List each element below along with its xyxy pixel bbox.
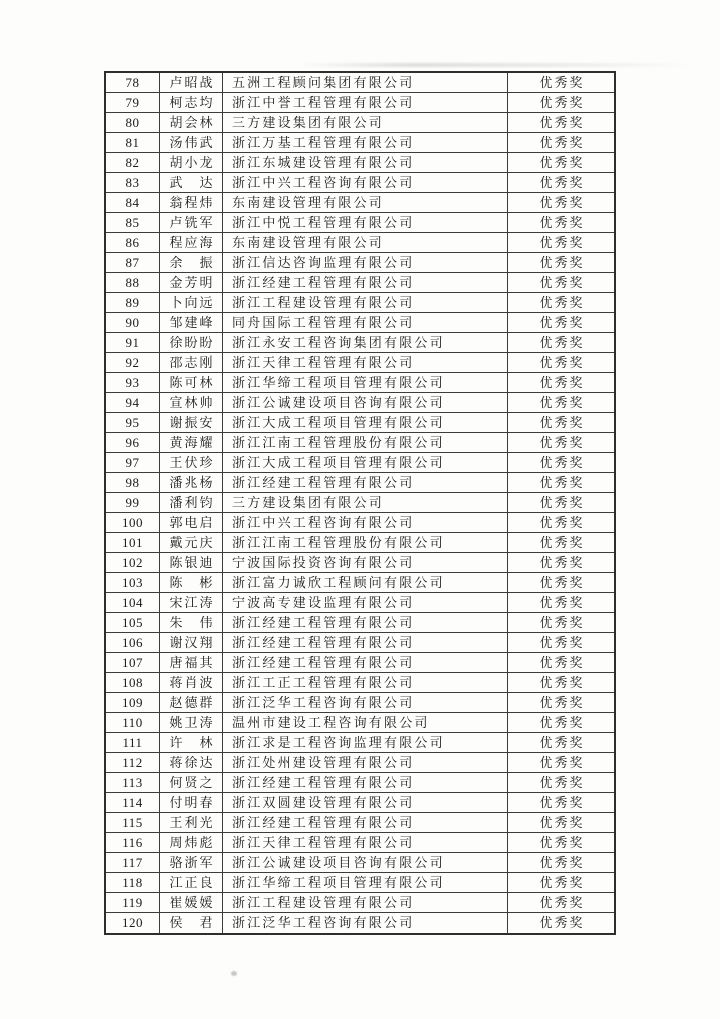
table-row — [106, 773, 614, 793]
table-row — [106, 173, 614, 193]
table-row — [106, 453, 614, 473]
award-cell: 优秀奖 — [508, 73, 614, 93]
person-name-cell: 邵志刚 — [160, 353, 223, 373]
row-number-cell: 83 — [106, 173, 160, 193]
person-name-cell: 蒋肖波 — [160, 673, 223, 693]
award-cell: 优秀奖 — [508, 873, 614, 893]
company-name-cell: 浙江华缔工程项目管理有限公司 — [223, 873, 508, 893]
person-name-cell: 侯 君 — [160, 913, 223, 933]
company-name-cell: 浙江经建工程管理有限公司 — [223, 633, 508, 653]
row-number-cell: 98 — [106, 473, 160, 493]
award-cell: 优秀奖 — [508, 753, 614, 773]
award-cell: 优秀奖 — [508, 453, 614, 473]
table-row — [106, 293, 614, 313]
person-name-cell: 谢汉翔 — [160, 633, 223, 653]
award-cell: 优秀奖 — [508, 593, 614, 613]
person-name-cell: 赵德群 — [160, 693, 223, 713]
row-number-cell: 112 — [106, 753, 160, 773]
company-name-cell: 浙江东城建设管理有限公司 — [223, 153, 508, 173]
company-name-cell: 浙江公诚建设项目咨询有限公司 — [223, 393, 508, 413]
table-row — [106, 413, 614, 433]
row-number-cell: 120 — [106, 913, 160, 933]
company-name-cell: 浙江中誉工程管理有限公司 — [223, 93, 508, 113]
table-row — [106, 693, 614, 713]
person-name-cell: 汤伟武 — [160, 133, 223, 153]
award-cell: 优秀奖 — [508, 313, 614, 333]
table-row — [106, 853, 614, 873]
company-name-cell: 浙江工程建设管理有限公司 — [223, 293, 508, 313]
award-cell: 优秀奖 — [508, 433, 614, 453]
company-name-cell: 浙江中悦工程管理有限公司 — [223, 213, 508, 233]
row-number-cell: 80 — [106, 113, 160, 133]
award-cell: 优秀奖 — [508, 353, 614, 373]
person-name-cell: 陈可林 — [160, 373, 223, 393]
award-cell: 优秀奖 — [508, 553, 614, 573]
award-cell: 优秀奖 — [508, 253, 614, 273]
person-name-cell: 蒋徐达 — [160, 753, 223, 773]
table-row — [106, 473, 614, 493]
table-row — [106, 153, 614, 173]
row-number-cell: 96 — [106, 433, 160, 453]
table-row — [106, 913, 614, 933]
person-name-cell: 卢昭战 — [160, 73, 223, 93]
award-cell: 优秀奖 — [508, 573, 614, 593]
company-name-cell: 浙江公诚建设项目咨询有限公司 — [223, 853, 508, 873]
table-row — [106, 333, 614, 353]
row-number-cell: 92 — [106, 353, 160, 373]
company-name-cell: 浙江经建工程管理有限公司 — [223, 773, 508, 793]
scan-smudge-artifact — [295, 63, 695, 67]
award-cell: 优秀奖 — [539, 915, 585, 930]
person-name-cell: 王伏珍 — [160, 453, 223, 473]
award-cell: 优秀奖 — [508, 153, 614, 173]
row-number-cell: 114 — [106, 793, 160, 813]
person-name-cell: 武 达 — [160, 173, 223, 193]
award-cell: 优秀奖 — [508, 293, 614, 313]
company-name-cell: 浙江泛华工程咨询有限公司 — [223, 693, 508, 713]
row-number-cell: 113 — [106, 773, 160, 793]
company-name-cell: 浙江中兴工程咨询有限公司 — [223, 513, 508, 533]
company-name-cell: 浙江经建工程管理有限公司 — [223, 813, 508, 833]
row-number-cell: 103 — [106, 573, 160, 593]
company-name-cell: 浙江经建工程管理有限公司 — [223, 473, 508, 493]
award-cell: 优秀奖 — [508, 773, 614, 793]
row-number-cell: 102 — [106, 553, 160, 573]
table-row — [106, 713, 614, 733]
person-name-cell: 卢铣军 — [160, 213, 223, 233]
person-name-cell: 周炜彪 — [160, 833, 223, 853]
award-cell: 优秀奖 — [508, 133, 614, 153]
award-cell: 优秀奖 — [508, 493, 614, 513]
person-name-cell: 宋江涛 — [160, 593, 223, 613]
scan-dot-artifact — [231, 971, 237, 976]
table-row — [106, 273, 614, 293]
row-number-cell: 84 — [106, 193, 160, 213]
row-number-cell: 91 — [106, 333, 160, 353]
row-number-cell: 100 — [106, 513, 160, 533]
table-row — [106, 593, 614, 613]
award-cell: 优秀奖 — [508, 273, 614, 293]
table-row — [106, 673, 614, 693]
table-row — [106, 93, 614, 113]
award-cell: 优秀奖 — [508, 853, 614, 873]
company-name-cell: 浙江富力诚欣工程顾问有限公司 — [223, 573, 508, 593]
award-cell: 优秀奖 — [508, 173, 614, 193]
person-name-cell: 柯志均 — [160, 93, 223, 113]
row-number-cell: 119 — [106, 893, 160, 913]
person-name-cell: 胡会林 — [160, 113, 223, 133]
award-cell: 优秀奖 — [508, 633, 614, 653]
row-number-cell: 118 — [106, 873, 160, 893]
table-row — [106, 613, 614, 633]
person-name-cell: 卜向远 — [160, 293, 223, 313]
person-name-cell: 谢振安 — [160, 413, 223, 433]
person-name-cell: 宣林帅 — [160, 393, 223, 413]
award-cell: 优秀奖 — [508, 673, 614, 693]
award-cell: 优秀奖 — [508, 413, 614, 433]
table-row — [106, 553, 614, 573]
table-row — [106, 873, 614, 893]
table-row — [106, 753, 614, 773]
company-name-cell: 浙江双圆建设管理有限公司 — [223, 793, 508, 813]
table-row — [106, 193, 614, 213]
row-number-cell: 82 — [106, 153, 160, 173]
company-name-cell: 温州市建设工程咨询有限公司 — [223, 713, 508, 733]
table-row — [106, 253, 614, 273]
award-cell: 优秀奖 — [508, 793, 614, 813]
person-name-cell: 唐福其 — [160, 653, 223, 673]
award-cell: 优秀奖 — [508, 373, 614, 393]
person-name-cell: 王利光 — [160, 813, 223, 833]
award-cell: 优秀奖 — [508, 213, 614, 233]
row-number-cell: 104 — [106, 593, 160, 613]
company-name-cell: 浙江江南工程管理股份有限公司 — [223, 433, 508, 453]
row-number-cell: 81 — [106, 133, 160, 153]
table-row — [106, 73, 614, 93]
row-number-cell: 97 — [106, 453, 160, 473]
row-number-cell: 107 — [106, 653, 160, 673]
table-row — [106, 433, 614, 453]
table-row — [106, 573, 614, 593]
award-cell: 优秀奖 — [508, 333, 614, 353]
company-name-cell: 浙江华缔工程项目管理有限公司 — [223, 373, 508, 393]
company-name-cell: 浙江工程建设管理有限公司 — [223, 893, 508, 913]
row-number-cell: 99 — [106, 493, 160, 513]
award-cell: 优秀奖 — [508, 513, 614, 533]
company-name-cell: 浙江求是工程咨询监理有限公司 — [223, 733, 508, 753]
person-name-cell: 胡小龙 — [160, 153, 223, 173]
person-name-cell: 邹建峰 — [160, 313, 223, 333]
company-name-cell: 浙江中兴工程咨询有限公司 — [223, 173, 508, 193]
company-name-cell: 浙江经建工程管理有限公司 — [223, 273, 508, 293]
row-number-cell: 89 — [106, 293, 160, 313]
company-name-cell: 浙江天律工程管理有限公司 — [223, 833, 508, 853]
row-number-cell: 78 — [106, 73, 160, 93]
award-cell: 优秀奖 — [508, 113, 614, 133]
award-cell: 优秀奖 — [508, 733, 614, 753]
table-row — [106, 633, 614, 653]
company-name-cell: 浙江万基工程管理有限公司 — [223, 133, 508, 153]
company-name-cell: 浙江经建工程管理有限公司 — [223, 613, 508, 633]
person-name-cell: 何贤之 — [160, 773, 223, 793]
table-row — [106, 133, 614, 153]
award-winners-table — [104, 71, 616, 935]
table-row — [106, 513, 614, 533]
table-row — [106, 893, 614, 913]
person-name-cell: 崔媛媛 — [160, 893, 223, 913]
row-number-cell: 94 — [106, 393, 160, 413]
person-name-cell: 潘利钧 — [160, 493, 223, 513]
table-row — [106, 833, 614, 853]
row-number-cell: 87 — [106, 253, 160, 273]
company-name-cell: 同舟国际工程管理有限公司 — [223, 313, 508, 333]
award-cell: 优秀奖 — [508, 393, 614, 413]
company-name-cell: 浙江永安工程咨询集团有限公司 — [223, 333, 508, 353]
table-row — [106, 213, 614, 233]
row-number-cell: 85 — [106, 213, 160, 233]
person-name-cell: 郭电启 — [160, 513, 223, 533]
row-number-cell: 110 — [106, 713, 160, 733]
row-number-cell: 106 — [106, 633, 160, 653]
award-cell: 优秀奖 — [508, 533, 614, 553]
row-number-cell: 101 — [106, 533, 160, 553]
row-number-cell: 93 — [106, 373, 160, 393]
award-cell: 优秀奖 — [508, 193, 614, 213]
person-name-cell: 翁程炜 — [160, 193, 223, 213]
company-name-cell: 宁波国际投资咨询有限公司 — [223, 553, 508, 573]
company-name-cell: 五洲工程顾问集团有限公司 — [223, 73, 508, 93]
company-name-cell: 浙江处州建设管理有限公司 — [223, 753, 508, 773]
company-name-cell: 东南建设管理有限公司 — [223, 193, 508, 213]
person-name-cell: 潘兆杨 — [160, 473, 223, 493]
award-cell: 优秀奖 — [508, 473, 614, 493]
table-row — [106, 393, 614, 413]
award-cell: 优秀奖 — [508, 713, 614, 733]
company-name-cell: 浙江天律工程管理有限公司 — [223, 353, 508, 373]
table-row — [106, 653, 614, 673]
table-row — [106, 813, 614, 833]
table-row — [106, 313, 614, 333]
company-name-cell: 宁波高专建设监理有限公司 — [223, 593, 508, 613]
table-row — [106, 533, 614, 553]
company-name-cell: 浙江工正工程管理有限公司 — [223, 673, 508, 693]
company-name-cell: 浙江经建工程管理有限公司 — [223, 653, 508, 673]
person-name-cell: 姚卫涛 — [160, 713, 223, 733]
table-row — [106, 233, 614, 253]
company-name-cell: 浙江信达咨询监理有限公司 — [223, 253, 508, 273]
row-number-cell: 105 — [106, 613, 160, 633]
row-number-cell: 79 — [106, 93, 160, 113]
table-row — [106, 493, 614, 513]
award-cell: 优秀奖 — [508, 813, 614, 833]
company-name-cell: 浙江泛华工程咨询有限公司 — [223, 913, 508, 933]
company-name-cell: 浙江大成工程项目管理有限公司 — [223, 413, 508, 433]
award-cell: 优秀奖 — [508, 833, 614, 853]
person-name-cell: 徐盼盼 — [160, 333, 223, 353]
award-cell: 优秀奖 — [508, 893, 614, 913]
person-name-cell: 陈 彬 — [160, 573, 223, 593]
row-number-cell: 95 — [106, 413, 160, 433]
person-name-cell: 骆浙军 — [160, 853, 223, 873]
table-row — [106, 793, 614, 813]
table-row — [106, 373, 614, 393]
company-name-cell: 浙江江南工程管理股份有限公司 — [223, 533, 508, 553]
row-number-cell: 109 — [106, 693, 160, 713]
table-row — [106, 733, 614, 753]
person-name-cell: 金芳明 — [160, 273, 223, 293]
row-number-cell: 117 — [106, 853, 160, 873]
award-cell: 优秀奖 — [508, 93, 614, 113]
person-name-cell: 黄海耀 — [160, 433, 223, 453]
company-name-cell: 三方建设集团有限公司 — [223, 113, 508, 133]
row-number-cell: 108 — [106, 673, 160, 693]
row-number-cell: 88 — [106, 273, 160, 293]
row-number-cell: 115 — [106, 813, 160, 833]
award-cell: 优秀奖 — [508, 613, 614, 633]
row-number-cell: 111 — [106, 733, 160, 753]
person-name-cell: 陈银迪 — [160, 553, 223, 573]
person-name-cell: 程应海 — [160, 233, 223, 253]
table-row — [106, 353, 614, 373]
person-name-cell: 付明春 — [160, 793, 223, 813]
row-number-cell: 86 — [106, 233, 160, 253]
company-name-cell: 东南建设管理有限公司 — [223, 233, 508, 253]
person-name-cell: 朱 伟 — [160, 613, 223, 633]
person-name-cell: 余 振 — [160, 253, 223, 273]
award-cell: 优秀奖 — [508, 233, 614, 253]
award-cell: 优秀奖 — [508, 693, 614, 713]
row-number-cell: 90 — [106, 313, 160, 333]
row-number-cell: 116 — [106, 833, 160, 853]
company-name-cell: 三方建设集团有限公司 — [223, 493, 508, 513]
person-name-cell: 戴元庆 — [160, 533, 223, 553]
person-name-cell: 江正良 — [160, 873, 223, 893]
award-cell: 优秀奖 — [508, 653, 614, 673]
company-name-cell: 浙江大成工程项目管理有限公司 — [223, 453, 508, 473]
table-row — [106, 113, 614, 133]
person-name-cell: 许 林 — [160, 733, 223, 753]
